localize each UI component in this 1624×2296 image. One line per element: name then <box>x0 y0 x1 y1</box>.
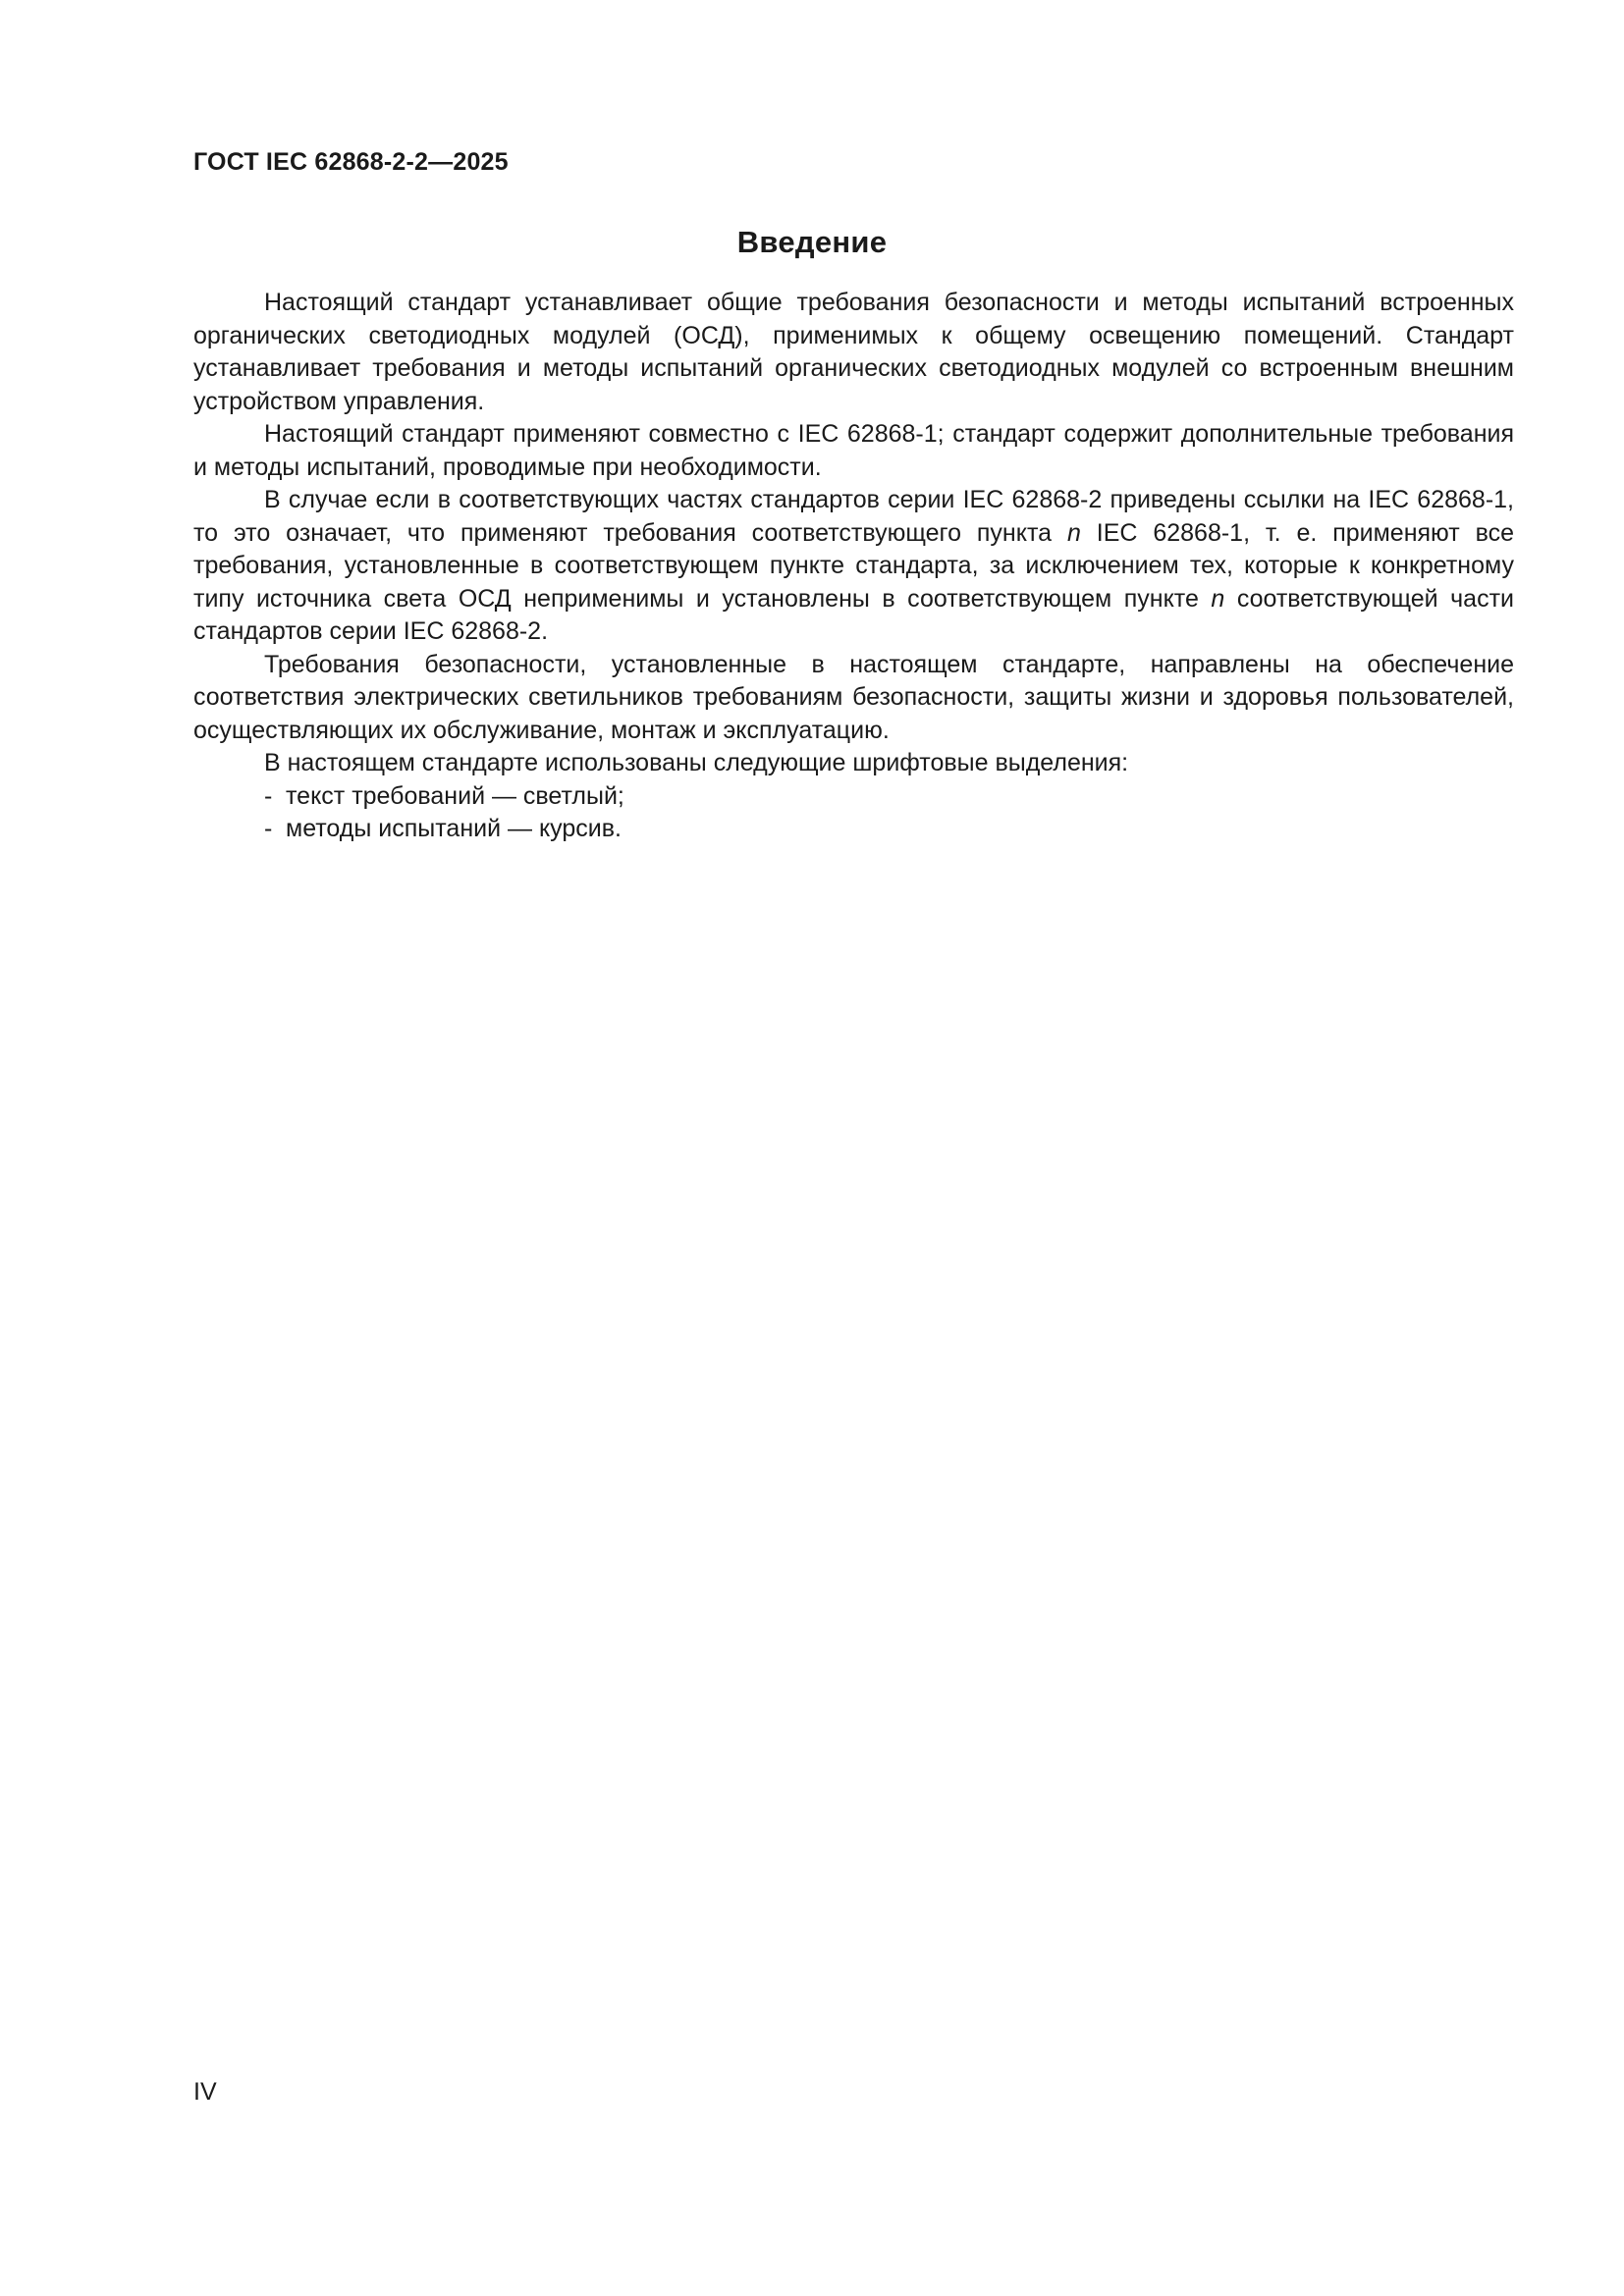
list-bullet: - <box>264 815 273 842</box>
paragraph-3-italic-n-2: n <box>1211 584 1225 613</box>
paragraph-3 <box>193 484 1514 649</box>
list-item <box>264 780 1514 814</box>
page-number: IV <box>193 2078 217 2106</box>
paragraph-5: В настоящем стандарте использованы следующие шрифтовые выделения: <box>264 749 1129 776</box>
list-item-text: методы испытаний — курсив. <box>286 815 622 842</box>
document-code-header: ГОСТ IEC 62868-2-2—2025 <box>193 148 509 176</box>
section-title: Введение <box>736 225 888 259</box>
paragraph-4: Требования безопасности, установленные в настоящем стандарте, направлены на обеспечение соответствия электрических светильников требованиям безопасности, защиты жизни и здоровья пользователей, осуществляющих их обслуживание, монтаж и эксплуатацию. <box>193 650 1514 744</box>
list-item-text: текст требований — светлый; <box>286 781 624 810</box>
list-bullet: - <box>264 781 273 810</box>
paragraph-3-text-b: IEC 62868-1, т. е. применяют все требования, установленные в соответствующем пункте стандарта, за исключением тех, которые к конкретному типу источника света ОСД неприменимы и установлены в соответствующем пункте <box>193 518 1515 613</box>
font-styles-list <box>193 780 1514 846</box>
paragraph-3-text-a: В случае если в соответствующих частях стандартов серии IEC 62868-2 приведены ссылки на IEC 62868-1, то это означает, что применяют требования соответствующего пункта <box>193 486 1514 547</box>
paragraph-3-italic-n-1: n <box>1066 518 1081 547</box>
paragraph-1: Настоящий стандарт устанавливает общие требования безопасности и методы испытаний встроенных органических светодиодных модулей (ОСД), применимых к общему освещению помещений. Стандарт устанавливает требования и методы испытаний органических светодиодных модулей со встроенным внешним устройством управления. <box>193 289 1514 415</box>
paragraph-3-text-c: соответствующей части стандартов серии IEC 62868-2. <box>193 584 1514 645</box>
body-text <box>193 287 1514 846</box>
paragraph-2: Настоящий стандарт применяют совместно с IEC 62868-1; стандарт содержит дополнительные требования и методы испытаний, проводимые при необходимости. <box>193 420 1514 481</box>
list-item <box>264 813 1514 846</box>
